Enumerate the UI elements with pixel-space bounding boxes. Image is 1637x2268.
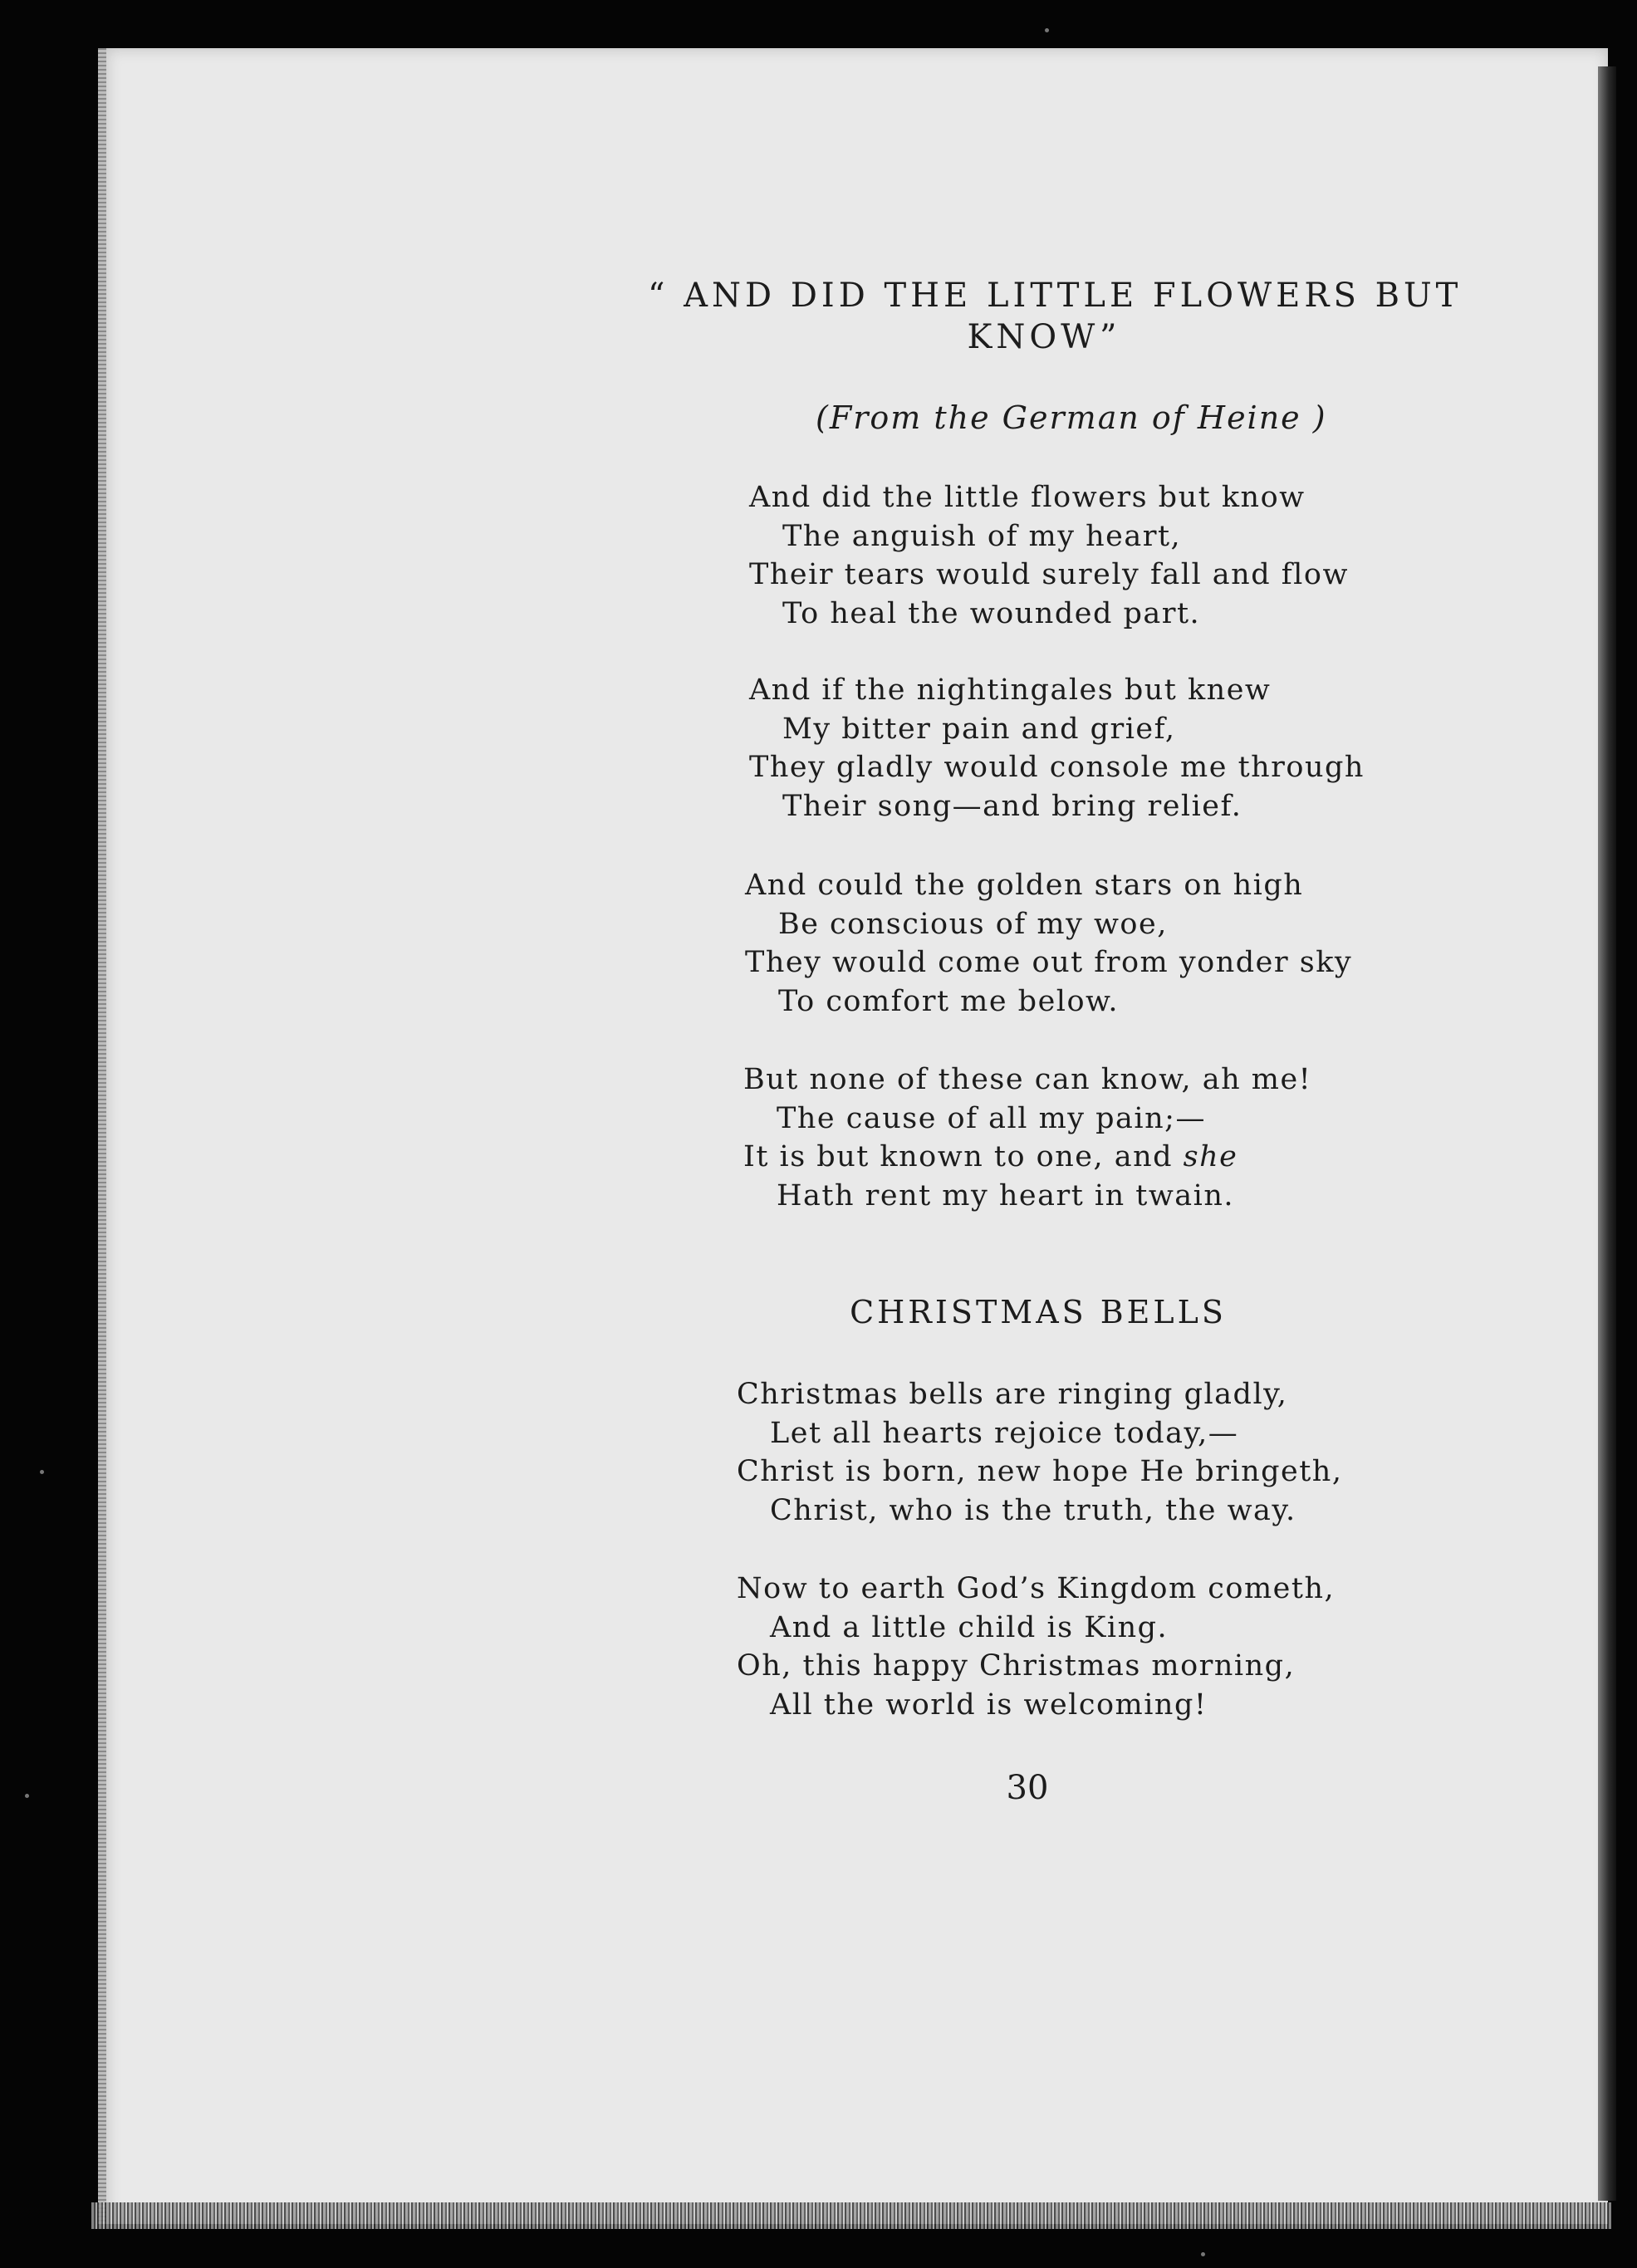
poem-stanza bbox=[743, 1061, 1311, 1215]
poem-title: CHRISTMAS BELLS bbox=[850, 1294, 1227, 1330]
poem-stanza bbox=[749, 671, 1365, 825]
poem-line: But none of these can know, ah me! bbox=[743, 1063, 1312, 1096]
dust-speck bbox=[40, 1470, 44, 1474]
poem-line: All the world is welcoming! bbox=[770, 1688, 1208, 1722]
poem-stanza bbox=[745, 866, 1352, 1021]
poem-line: The cause of all my pain;— bbox=[777, 1101, 1206, 1135]
poem-line: The anguish of my heart, bbox=[782, 519, 1182, 553]
page-bottom-edge bbox=[91, 2202, 1611, 2229]
poem-line: Hath rent my heart in twain. bbox=[777, 1178, 1235, 1212]
poem-stanza bbox=[737, 1375, 1342, 1530]
poem-line: Be conscious of my woe, bbox=[778, 907, 1168, 941]
poem-line: And if the nightingales but knew bbox=[749, 674, 1272, 707]
poem-line: They would come out from yonder sky bbox=[745, 946, 1353, 979]
poem-line: Christ, who is the truth, the way. bbox=[770, 1493, 1296, 1527]
poem-line-with-italic bbox=[743, 1138, 1311, 1177]
poem-line: To comfort me below. bbox=[778, 984, 1119, 1018]
page-right-edge bbox=[1598, 66, 1616, 2201]
poem-line: Their tears would surely fall and flow bbox=[749, 558, 1349, 591]
poem-title-line-1: “ AND DID THE LITTLE FLOWERS BUT bbox=[648, 277, 1463, 315]
poem-title-line-2: KNOW” bbox=[967, 318, 1121, 356]
italic-word-she: she bbox=[1183, 1140, 1238, 1173]
dust-speck bbox=[25, 1794, 29, 1798]
poem-line: Now to earth God’s Kingdom cometh, bbox=[737, 1572, 1336, 1605]
poem-line: Oh, this happy Christmas morning, bbox=[737, 1649, 1296, 1683]
poem-line: And could the golden stars on high bbox=[745, 869, 1304, 902]
poem-line: They gladly would console me through bbox=[749, 751, 1365, 784]
poem-line-text: It is but known to one, and bbox=[743, 1140, 1184, 1173]
poem-line: My bitter pain and grief, bbox=[782, 712, 1176, 746]
dust-speck bbox=[1201, 2252, 1205, 2256]
dust-speck bbox=[1045, 28, 1049, 32]
poem-subtitle: (From the German of Heine ) bbox=[816, 399, 1327, 436]
page-number: 30 bbox=[1006, 1769, 1049, 1807]
poem-line: Their song—and bring relief. bbox=[782, 789, 1242, 823]
poem-line: Christ is born, new hope He bringeth, bbox=[737, 1455, 1343, 1488]
poem-stanza bbox=[749, 478, 1349, 633]
poem-line: And did the little flowers but know bbox=[749, 481, 1306, 514]
poem-line: And a little child is King. bbox=[770, 1610, 1169, 1644]
poem-line: Christmas bells are ringing gladly, bbox=[737, 1378, 1288, 1411]
poem-line: To heal the wounded part. bbox=[782, 596, 1201, 630]
poem-line: Let all hearts rejoice today,— bbox=[770, 1416, 1239, 1450]
poem-stanza bbox=[737, 1570, 1335, 1724]
